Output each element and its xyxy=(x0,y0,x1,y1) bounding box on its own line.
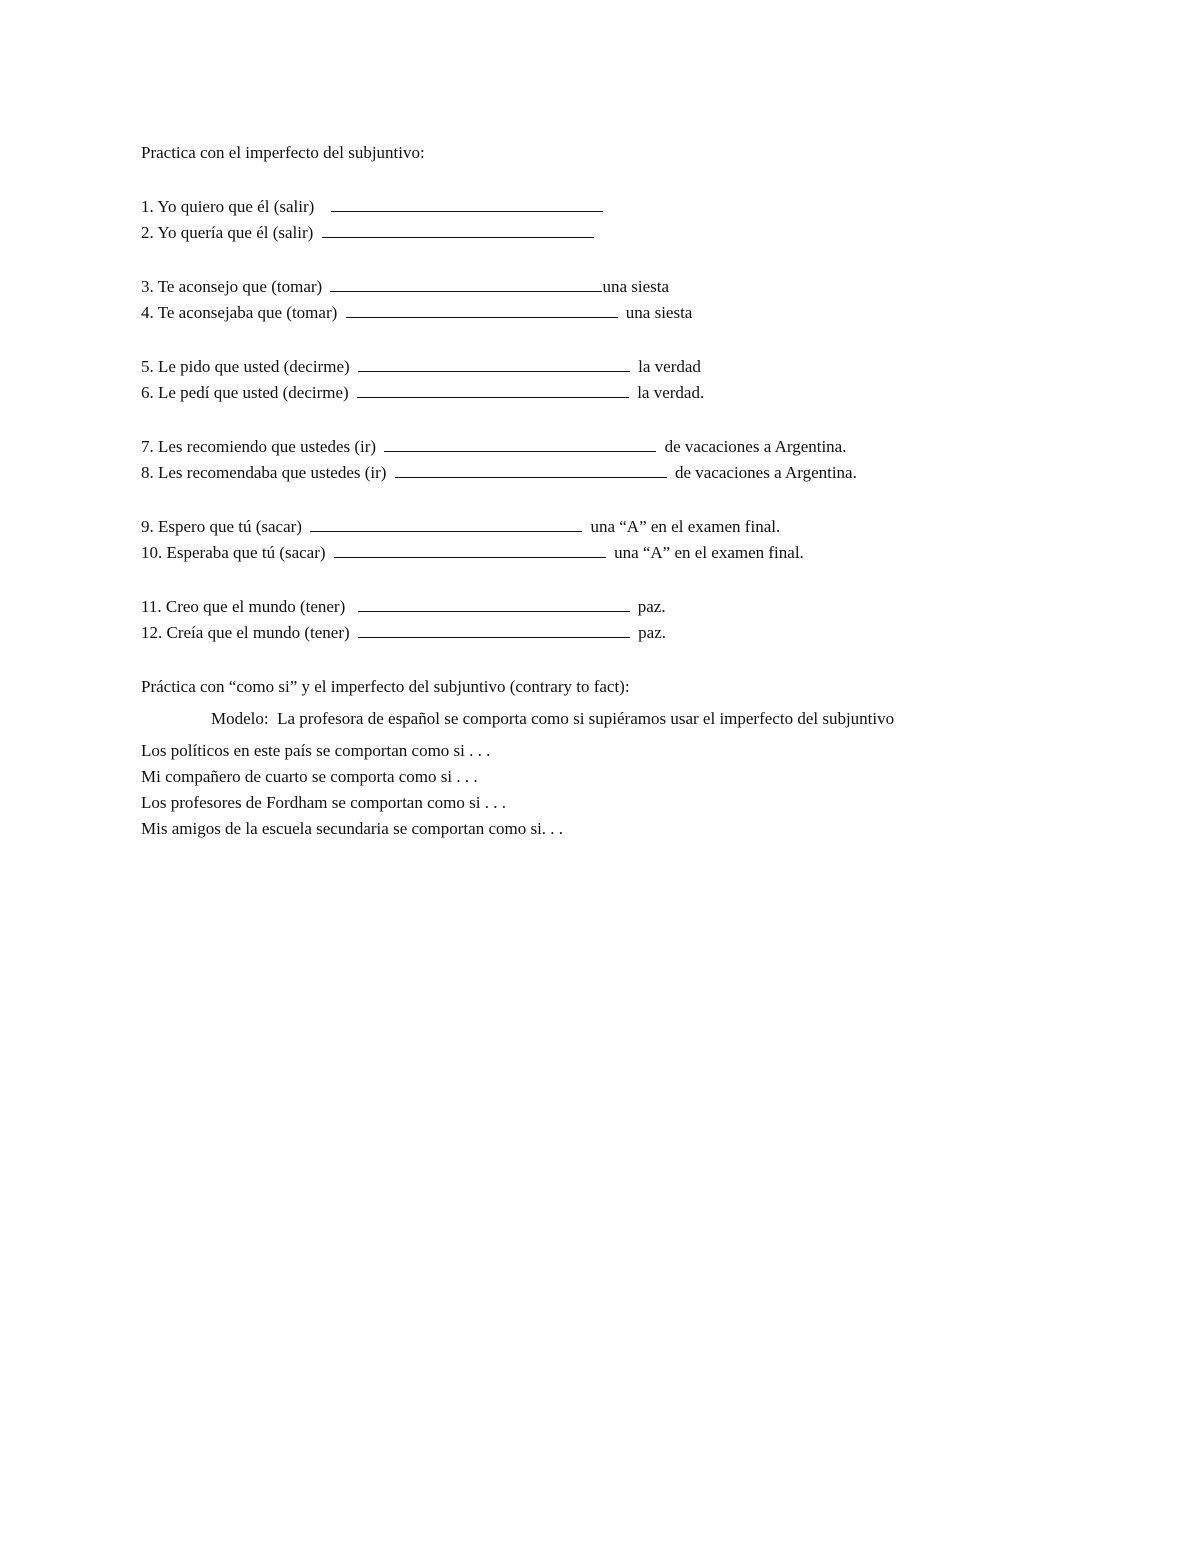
worksheet xyxy=(141,140,1141,842)
exercise-item-1 xyxy=(141,194,1141,220)
answer-blank[interactable] xyxy=(358,620,630,638)
section2-heading: Práctica con “como si” y el imperfecto del subjuntivo (contrary to fact): xyxy=(141,677,630,696)
item-prompt: 3. Te aconsejo que (tomar) xyxy=(141,277,323,296)
modelo-text: La profesora de español se comporta como si supiéramos usar el imperfecto del subjuntivo xyxy=(277,709,895,728)
exercise-item-5 xyxy=(141,354,1141,380)
exercise-item-6 xyxy=(141,380,1141,406)
item-prompt: 9. Espero que tú (sacar) xyxy=(141,517,302,536)
item-suffix: paz. xyxy=(638,623,666,642)
item-suffix: la verdad. xyxy=(637,383,705,402)
answer-blank[interactable] xyxy=(322,220,594,238)
exercise-item-2 xyxy=(141,220,1141,246)
exercise-item-9 xyxy=(141,514,1141,540)
answer-blank[interactable] xyxy=(346,300,618,318)
exercise-item-10 xyxy=(141,540,1141,566)
answer-blank[interactable] xyxy=(331,194,603,212)
item-prompt: 10. Esperaba que tú (sacar) xyxy=(141,543,326,562)
modelo-example xyxy=(141,706,1141,732)
exercise-item-7 xyxy=(141,434,1141,460)
item-prompt: 7. Les recomiendo que ustedes (ir) xyxy=(141,437,377,456)
answer-blank[interactable] xyxy=(330,274,602,292)
como-si-prompt-3: Los profesores de Fordham se comportan como si . . . xyxy=(141,793,506,812)
item-prompt: 1. Yo quiero que él (salir) xyxy=(141,197,315,216)
item-suffix: la verdad xyxy=(638,357,701,376)
item-suffix: una “A” en el examen final. xyxy=(614,543,804,562)
item-prompt: 12. Creía que el mundo (tener) xyxy=(141,623,350,642)
exercise-item-11 xyxy=(141,594,1141,620)
exercise-item-3 xyxy=(141,274,1141,300)
answer-blank[interactable] xyxy=(384,434,656,452)
item-prompt: 6. Le pedí que usted (decirme) xyxy=(141,383,349,402)
answer-blank[interactable] xyxy=(358,594,630,612)
exercise-item-8 xyxy=(141,460,1141,486)
como-si-prompt-4: Mis amigos de la escuela secundaria se comportan como si. . . xyxy=(141,819,564,838)
item-suffix: de vacaciones a Argentina. xyxy=(664,437,847,456)
item-suffix: una siesta xyxy=(602,277,670,296)
section1-heading: Practica con el imperfecto del subjuntivo: xyxy=(141,143,425,162)
item-prompt: 2. Yo quería que él (salir) xyxy=(141,223,314,242)
item-prompt: 11. Creo que el mundo (tener) xyxy=(141,597,346,616)
item-suffix: una siesta xyxy=(625,303,693,322)
como-si-prompt-1: Los políticos en este país se comportan como si . . . xyxy=(141,741,491,760)
como-si-prompt-2: Mi compañero de cuarto se comporta como si . . . xyxy=(141,767,478,786)
answer-blank[interactable] xyxy=(334,540,606,558)
answer-blank[interactable] xyxy=(395,460,667,478)
answer-blank[interactable] xyxy=(357,380,629,398)
answer-blank[interactable] xyxy=(358,354,630,372)
item-suffix: de vacaciones a Argentina. xyxy=(674,463,857,482)
item-prompt: 4. Te aconsejaba que (tomar) xyxy=(141,303,338,322)
item-suffix: paz. xyxy=(637,597,666,616)
answer-blank[interactable] xyxy=(310,514,582,532)
exercise-item-12 xyxy=(141,620,1141,646)
item-prompt: 8. Les recomendaba que ustedes (ir) xyxy=(141,463,387,482)
modelo-label: Modelo: xyxy=(211,709,269,728)
item-suffix: una “A” en el examen final. xyxy=(590,517,781,536)
item-prompt: 5. Le pido que usted (decirme) xyxy=(141,357,350,376)
exercise-item-4 xyxy=(141,300,1141,326)
